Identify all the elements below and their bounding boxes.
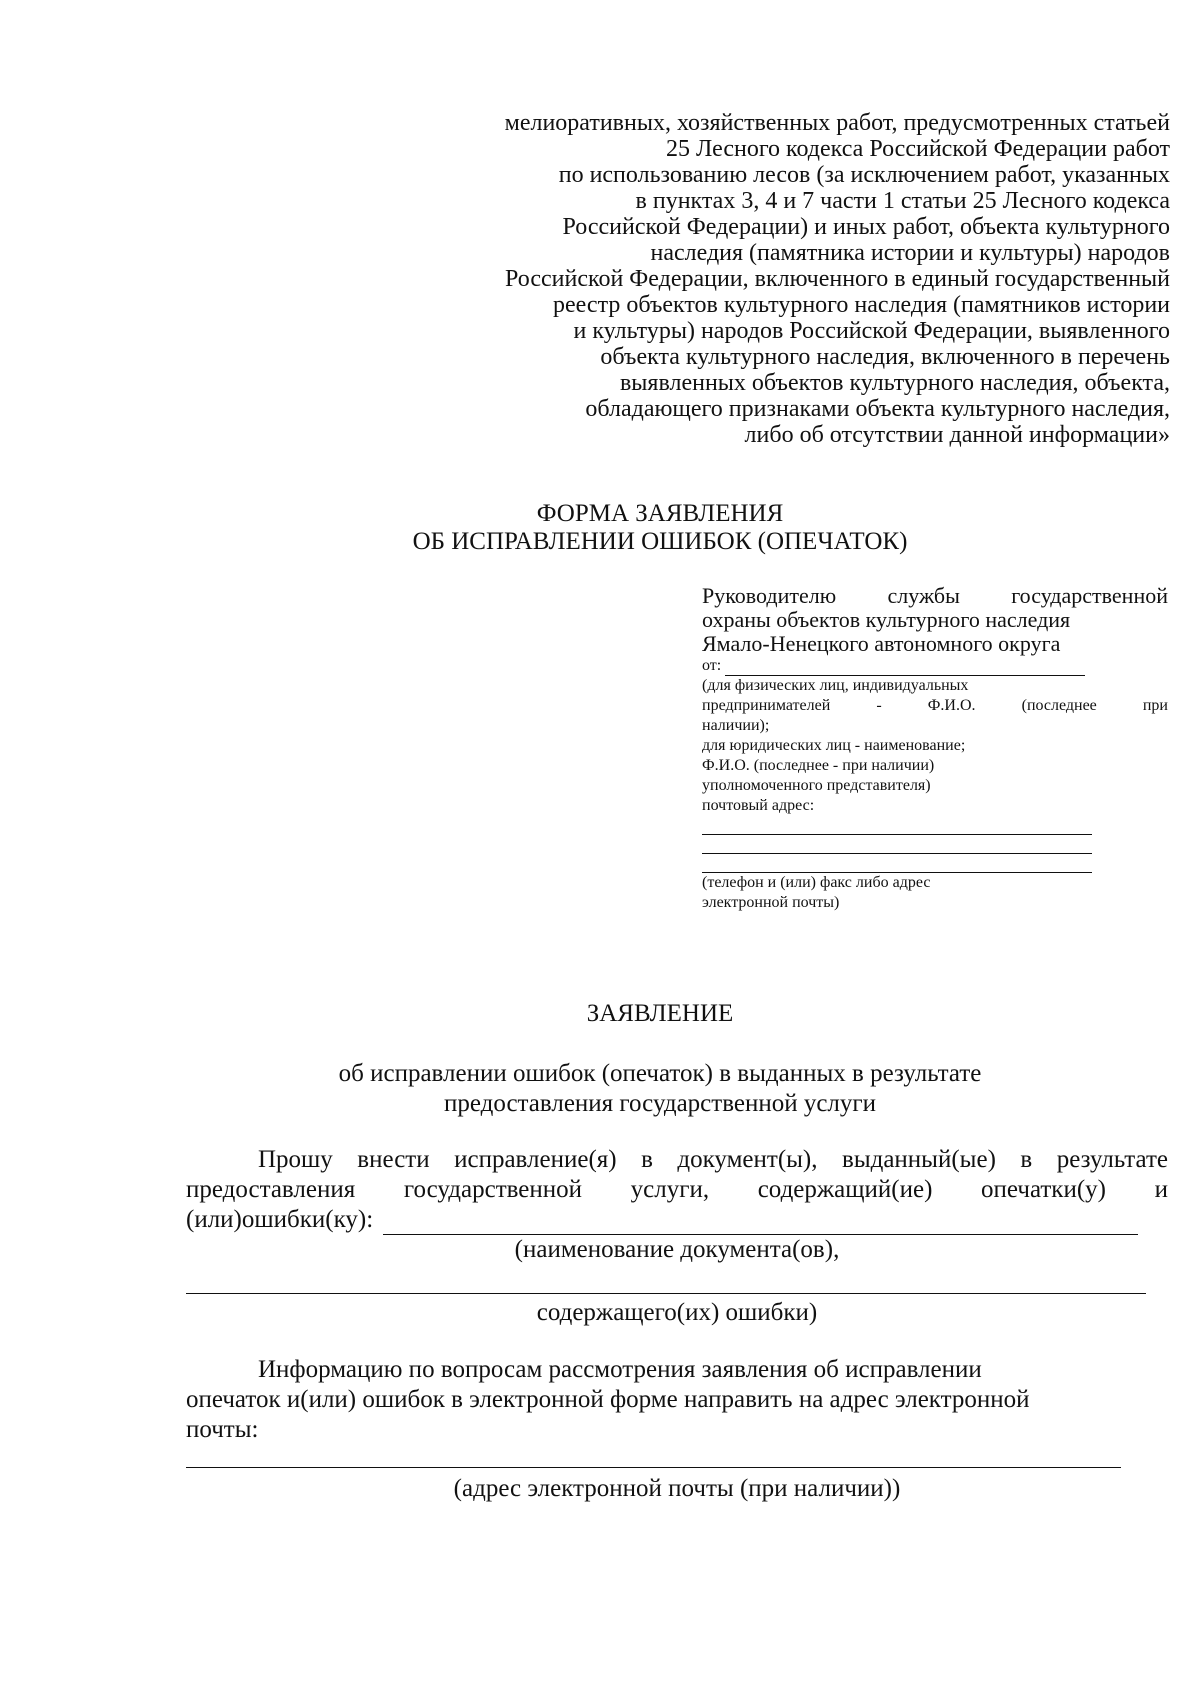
intro-line: либо об отсутствии данной информации» — [744, 422, 1170, 448]
info-line: опечаток и(или) ошибок в электронной форме направить на адрес электронной — [186, 1386, 1030, 1413]
addressee-line: Ямало-Ненецкого автономного округа — [702, 631, 1061, 656]
addressee-line: охраны объектов культурного наследия — [702, 607, 1071, 632]
intro-line: выявленных объектов культурного наследия, объекта, — [619, 370, 1170, 396]
form-title-line2: ОБ ИСПРАВЛЕНИИ ОШИБОК (ОПЕЧАТОК) — [412, 528, 908, 555]
intro-line: наследия (памятника истории и культуры) народов — [650, 240, 1170, 266]
applicant-note-line: уполномоченного представителя) — [702, 777, 931, 794]
request-paragraph — [186, 1145, 1168, 1328]
document-name-fill-line[interactable] — [186, 1265, 1146, 1294]
email-caption: (адрес электронной почты (при наличии)) — [453, 1475, 901, 1502]
applicant-note — [702, 676, 1168, 816]
intro-line: обладающего признаками объекта культурного наследия, — [585, 396, 1170, 422]
email-fill-line[interactable] — [186, 1445, 1121, 1468]
statement-heading: ЗАЯВЛЕНИЕ — [586, 1000, 734, 1027]
contact-note-line: (телефон и (или) факс либо адрес — [702, 874, 931, 891]
request-line: Прошу внести исправление(я) в документ(ы), выданный(ые) в результате — [258, 1146, 1168, 1173]
statement-subheading — [280, 1059, 1040, 1119]
intro-line: Российской Федерации) и иных работ, объекта культурного — [562, 214, 1170, 240]
form-title — [300, 500, 1020, 556]
contact-note — [702, 873, 1168, 913]
subheading-line: об исправлении ошибок (опечаток) в выданных в результате — [338, 1060, 982, 1087]
request-line: (или)ошибки(ку): — [186, 1206, 374, 1233]
appendix-intro-text — [470, 110, 1170, 448]
applicant-note-line: (для физических лиц, индивидуальных — [702, 677, 969, 694]
intro-line: 25 Лесного кодекса Российской Федерации работ — [665, 136, 1170, 162]
intro-line: по использованию лесов (за исключением работ, указанных — [558, 162, 1170, 188]
applicant-note-line: для юридических лиц - наименование; — [702, 737, 966, 754]
postal-address-line[interactable] — [702, 816, 1092, 835]
applicant-note-line: наличии); — [702, 717, 770, 734]
intro-line: реестр объектов культурного наследия (памятников истории — [553, 292, 1170, 318]
document-name-caption: (наименование документа(ов), — [514, 1236, 840, 1263]
intro-line: объекта культурного наследия, включенного в перечень — [600, 344, 1170, 370]
info-line: Информацию по вопросам рассмотрения заявления об исправлении — [258, 1356, 982, 1383]
contact-note-line: электронной почты) — [702, 894, 840, 911]
contact-line[interactable] — [702, 854, 1092, 873]
form-title-line1: ФОРМА ЗАЯВЛЕНИЯ — [536, 500, 784, 527]
info-paragraph — [186, 1355, 1168, 1504]
subheading-line: предоставления государственной услуги — [443, 1090, 877, 1117]
intro-line: и культуры) народов Российской Федерации, выявленного — [573, 318, 1170, 344]
applicant-note-line: предпринимателей - Ф.И.О. (последнее при — [702, 697, 1168, 714]
from-field[interactable] — [702, 656, 1168, 676]
intro-line: в пунктах 3, 4 и 7 части 1 статьи 25 Лесного кодекса — [635, 188, 1170, 214]
addressee-block — [702, 584, 1168, 913]
postal-address-line[interactable] — [702, 835, 1092, 854]
info-line: почты: — [186, 1416, 259, 1443]
intro-line: мелиоративных, хозяйственных работ, предусмотренных статьей — [504, 110, 1170, 136]
addressee-line: Руководителю службы государственной — [702, 583, 1168, 608]
from-fill-line[interactable] — [725, 659, 1085, 676]
postal-address-label: почтовый адрес: — [702, 797, 815, 814]
from-label: от: — [702, 657, 722, 674]
request-line: предоставления государственной услуги, содержащий(ие) опечатки(у) и — [186, 1176, 1168, 1203]
errors-field[interactable] — [186, 1205, 1168, 1235]
applicant-note-line: Ф.И.О. (последнее - при наличии) — [702, 757, 935, 774]
errors-fill-line[interactable] — [383, 1212, 1138, 1235]
errors-caption: содержащего(их) ошибки) — [536, 1299, 818, 1326]
intro-line: Российской Федерации, включенного в единый государственный — [505, 266, 1170, 292]
